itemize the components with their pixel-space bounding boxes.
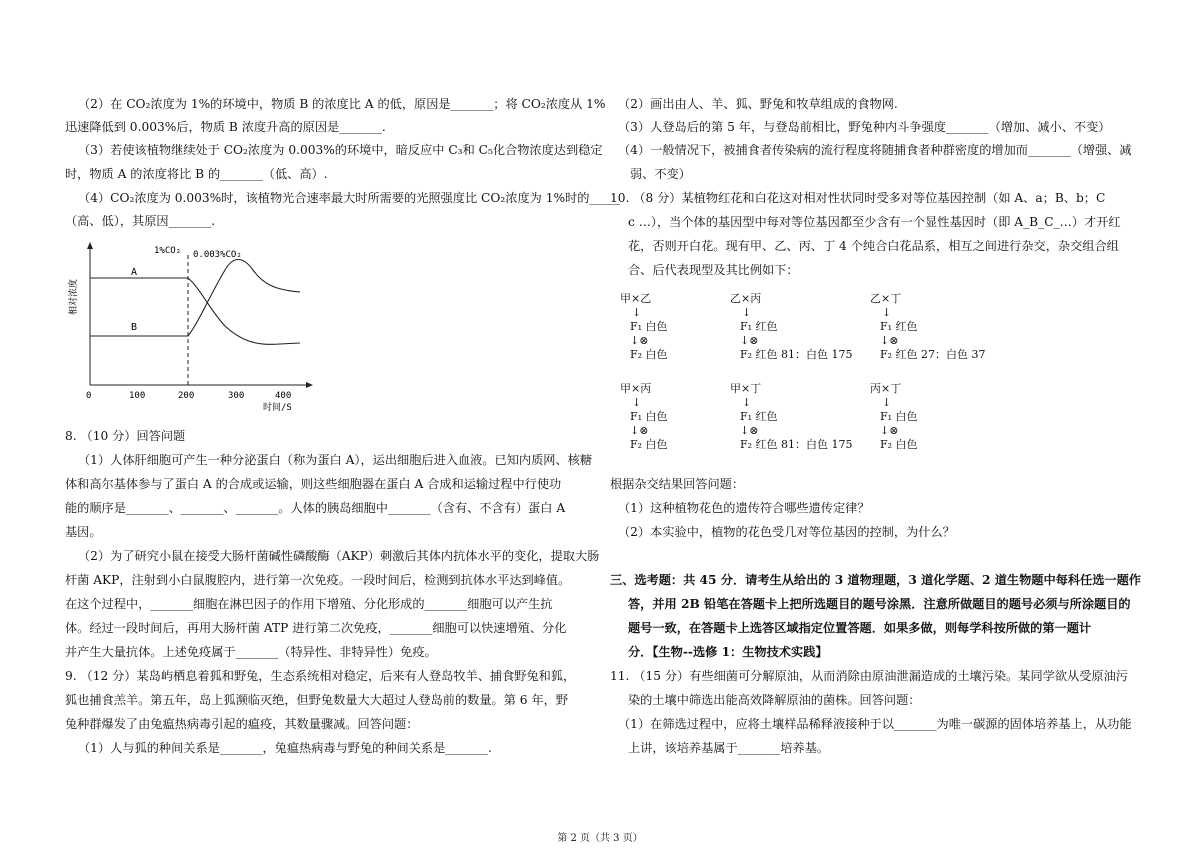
cross-diagram [870, 382, 918, 452]
q10-line2: c …），当个体的基因型中每对等位基因都至少含有一个显性基因时（即 A_B_C_…）才开红 [628, 215, 1121, 229]
cross-f1: F₁ 红色 [880, 320, 918, 333]
cross-f2: F₂ 红色 81：白色 175 [740, 438, 853, 451]
cross-parents: 甲×丙 [620, 382, 652, 395]
cross-f2: F₂ 白色 [630, 348, 668, 361]
q8-title: 8. （10 分）回答问题 [65, 429, 186, 443]
q8-part1-line1: （1）人体肝细胞可产生一种分泌蛋白（称为蛋白 A），运出细胞后进入血液。已知内质网、核糖 [78, 453, 593, 467]
series-a-line [90, 278, 300, 344]
cross-f1: F₁ 红色 [740, 320, 778, 333]
co2-high-label: 1%CO₂ [154, 246, 182, 256]
cross-f2: F₂ 白色 [880, 438, 918, 451]
q11-line2: 染的土壤中筛选出能高效降解原油的菌株。回答问题： [628, 693, 921, 707]
q9-line3: 兔种群爆发了由兔瘟热病毒引起的瘟疫，其数量骤减。回答问题： [65, 717, 419, 731]
q9-part4-line1: （4）一般情况下，被捕食者传染病的流行程度将随捕食者种群密度的增加而_______（增强、减 [618, 143, 1132, 157]
page-footer: 第 2 页（共 3 页） [557, 833, 643, 844]
section3-line1: 三、选考题：共 45 分．请考生从给出的 3 道物理题，3 道化学题、2 道生物题中每科任选一题作 [610, 573, 1141, 587]
q10-part1: （1）这种植物花色的遗传符合哪些遗传定律？ [618, 501, 870, 515]
q10-line3: 花，否则开白花。现有甲、乙、丙、丁 4 个纯合白花品系，相互之间进行杂交，杂交组合组 [628, 239, 1119, 253]
q7-part4-line1: （4）CO₂浓度为 0.003%时，该植物光合速率最大时所需要的光照强度比 CO₂浓度为 1%时的_____ [78, 191, 620, 205]
q9-line1: 9. （12 分）某岛屿栖息着狐和野兔，生态系统相对稳定，后来有人登岛牧羊、捕食野兔和狐， [65, 669, 576, 683]
q10-part2: （2）本实验中，植物的花色受几对等位基因的控制，为什么？ [618, 525, 955, 539]
x-axis-label: 时间/S [263, 403, 292, 413]
cross-parents: 丙×丁 [870, 382, 902, 395]
q8-part1-line3: 能的顺序是_______、_______、_______。人体的胰岛细胞中_______（含有、不含有）蛋白 A [65, 501, 566, 515]
x-tick-0: 0 [86, 391, 92, 401]
cross-diagram [730, 382, 853, 452]
x-axis-arrow [306, 382, 313, 388]
x-tick-200: 200 [178, 391, 195, 401]
series-a-label: A [131, 267, 138, 278]
q10-line4: 合、后代表现型及其比例如下： [628, 263, 799, 277]
cross-parents: 乙×丙 [730, 292, 762, 305]
cross-diagram [870, 292, 986, 362]
q8-part2-line2: 杆菌 AKP，注射到小白鼠腹腔内，进行第一次免疫。一段时间后，检测到抗体水平达到峰值。 [65, 573, 571, 587]
down-arrow-icon: ↓ [632, 396, 642, 409]
cross-parents: 甲×丁 [730, 382, 762, 395]
q8-part2-line1: （2）为了研究小鼠在接受大肠杆菌碱性磷酸酶（AKP）刺激后其体内抗体水平的变化，提取大肠 [78, 549, 600, 563]
cross-diagram [730, 292, 853, 362]
q8-part2-line3: 在这个过程中，_______细胞在淋巴因子的作用下增殖、分化形成的_______细胞可以产生抗 [65, 597, 553, 611]
selfing-icon: ↓⊗ [880, 334, 899, 347]
q8-part2-line5: 并产生大量抗体。上述免疫属于_______（特异性、非特异性）免疫。 [65, 645, 437, 659]
series-b-label: B [131, 322, 138, 333]
section3-line3: 题号一致，在答题卡上选答区域指定位置答题．如果多做，则每学科按所做的第一题计 [628, 621, 1092, 635]
q9-part1: （1）人与狐的种间关系是_______，兔瘟热病毒与野兔的种间关系是_______. [78, 741, 492, 755]
cross-f2: F₂ 红色 81：白色 175 [740, 348, 853, 361]
cross-f1: F₁ 白色 [630, 410, 668, 423]
cross-f1: F₁ 红色 [740, 410, 778, 423]
x-tick-400: 400 [275, 391, 292, 401]
q9-part3: （3）人登岛后的第 5 年，与登岛前相比，野兔种内斗争强度_______（增加、减小、不变） [618, 120, 1111, 134]
series-b-line [90, 260, 300, 337]
down-arrow-icon: ↓ [742, 396, 752, 409]
q9-part4-line2: 弱、不变） [630, 167, 691, 181]
q11-part1-line2: 上讲，该培养基属于_______培养基。 [628, 741, 830, 755]
cross-f1: F₁ 白色 [880, 410, 918, 423]
q8-part2-line4: 体。经过一段时间后，再用大肠杆菌 ATP 进行第二次免疫，_______细胞可以快速增殖、分化 [65, 621, 567, 635]
q9-part2: （2）画出由人、羊、狐、野兔和牧草组成的食物网. [618, 97, 898, 111]
q10-line1: 10. （8 分）某植物红花和白花这对相对性状同时受多对等位基因控制（如 A、a；B、b；C [610, 191, 1106, 205]
x-tick-100: 100 [129, 391, 146, 401]
concentration-graph [65, 240, 325, 415]
q11-line1: 11. （15 分）有些细菌可分解原油，从而消除由原油泄漏造成的土壤污染。某同学欲从受原油污 [610, 669, 1128, 683]
q7-part4-line2: （高、低），其原因_______. [65, 214, 216, 228]
q7-part3-line2: 时，物质 A 的浓度将比 B 的_______（低、高）. [65, 167, 328, 181]
cross-f2: F₂ 白色 [630, 438, 668, 451]
y-axis-label: 相对浓度 [69, 278, 79, 315]
down-arrow-icon: ↓ [632, 306, 642, 319]
q7-part2-line1: （2）在 CO₂浓度为 1%的环境中，物质 B 的浓度比 A 的低，原因是_______；将 CO₂浓度从 1% [78, 97, 606, 111]
cross-parents: 乙×丁 [870, 292, 902, 305]
q8-part1-line2: 体和高尔基体参与了蛋白 A 的合成或运输，则这些细胞器在蛋白 A 合成和运输过程中行使功 [65, 477, 562, 491]
down-arrow-icon: ↓ [882, 306, 892, 319]
q8-part1-line4: 基因。 [65, 525, 102, 539]
section3-line4: 分．【生物--选修 1：生物技术实践】 [628, 645, 828, 659]
cross-diagram [620, 382, 668, 452]
y-axis-arrow [87, 242, 93, 249]
selfing-icon: ↓⊗ [740, 424, 759, 437]
co2-low-label: 0.003%CO₂ [193, 250, 242, 260]
selfing-icon: ↓⊗ [880, 424, 899, 437]
down-arrow-icon: ↓ [882, 396, 892, 409]
x-tick-300: 300 [228, 391, 245, 401]
cross-parents: 甲×乙 [620, 292, 652, 305]
selfing-icon: ↓⊗ [630, 424, 649, 437]
down-arrow-icon: ↓ [742, 306, 752, 319]
selfing-icon: ↓⊗ [630, 334, 649, 347]
cross-f1: F₁ 白色 [630, 320, 668, 333]
cross-f2: F₂ 红色 27：白色 37 [880, 348, 986, 361]
cross-diagram [620, 292, 668, 362]
q11-part1-line1: （1）在筛选过程中，应将土壤样品稀释液接种于以_______为唯一碳源的固体培养基上，从功能 [618, 717, 1132, 731]
q10-answer-intro: 根据杂交结果回答问题： [610, 477, 745, 491]
q9-line2: 狐也捕食羔羊。第五年，岛上狐濒临灭绝，但野兔数量大大超过人登岛前的数量。第 6 年，野 [65, 693, 569, 707]
q7-part2-line2: 迅速降低到 0.003%后，物质 B 浓度升高的原因是_______. [65, 120, 386, 134]
selfing-icon: ↓⊗ [740, 334, 759, 347]
q7-part3-line1: （3）若使该植物继续处于 CO₂浓度为 0.003%的环境中，暗反应中 C₃和 C₅化合物浓度达到稳定 [78, 143, 603, 157]
section3-line2: 答，并用 2B 铅笔在答题卡上把所选题目的题号涂黑．注意所做题目的题号必须与所涂题目的 [628, 597, 1131, 611]
